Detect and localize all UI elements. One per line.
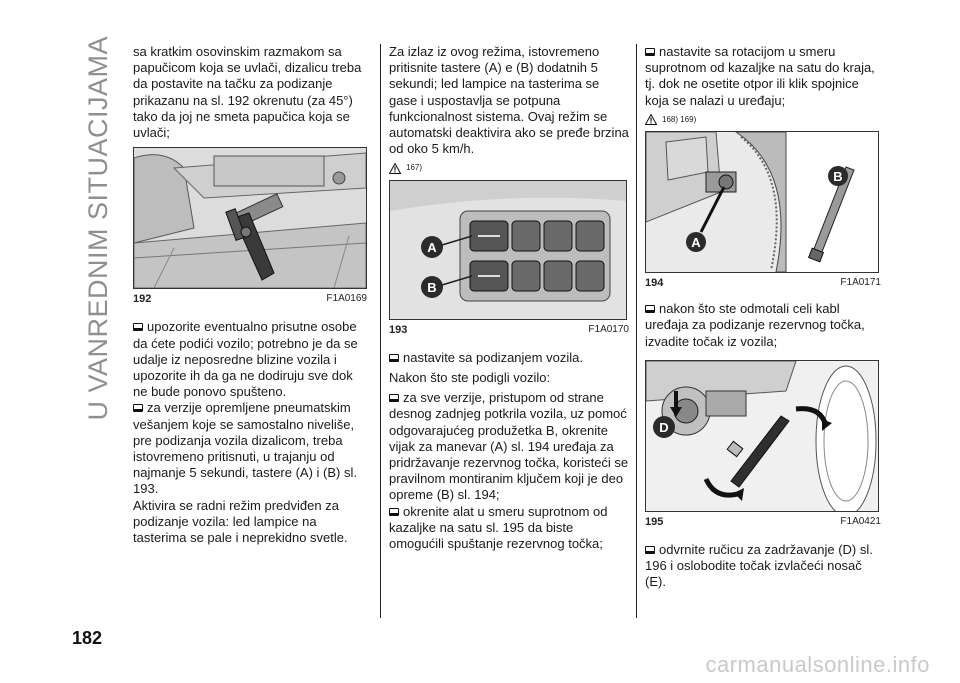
col1-intro-paragraph: sa kratkim osovinskim razmakom sa papučicom koja se uvlači, dizalicu treba da postavite na tačku za podizanje prikazanu na sl. 192 okrenutu (za 45°) tako da joj ne smeta papučica koja se uvlači; — [133, 44, 362, 141]
figure-194 — [645, 131, 879, 273]
figure-192 — [133, 147, 367, 289]
col1-bullet-2-text: za verzije opremljene pneumatskim vešanjem koje se samostalno niveliše, pre podizanja vozila dizalicom, treba istovremeno pritisnuti, u trajanju od najmanje 5 sekundi, tastere (A) i (B) sl. 193. — [133, 400, 357, 497]
figure-193 — [389, 180, 627, 320]
col1-bullet-2 — [133, 400, 367, 497]
figure-194-number: 194 — [645, 277, 664, 290]
section-side-title — [78, 36, 118, 421]
bullet-icon — [389, 354, 399, 362]
figure-194-code: F1A0171 — [840, 277, 881, 289]
figure-192-caption — [133, 291, 367, 307]
warning-reference-text: 167) — [406, 163, 423, 173]
col3-bullet-1-text: nastavite sa rotacijom u smeru suprotnom od kazaljke na satu do kraja, tj. dok ne osetite otpor ili klik spojnice koja se nalazi u uređaju; — [645, 44, 875, 108]
figure-195-code: F1A0421 — [840, 515, 881, 527]
warning-reference-167 — [389, 160, 629, 176]
figure-193-label-a: A — [427, 239, 437, 255]
warning-triangle-icon — [389, 163, 401, 174]
col3-bullet-1 — [645, 44, 881, 109]
figure-194-illustration — [646, 132, 878, 272]
figure-192-illustration — [134, 148, 366, 288]
figure-194-caption — [645, 275, 881, 291]
bullet-icon — [389, 508, 399, 516]
bullet-icon — [645, 305, 655, 313]
col2-bullet-3-text: okrenite alat u smeru suprotnom od kazaljke na satu sl. 195 da biste omogućili spuštanje rezervnog točka; — [389, 503, 608, 552]
figure-195-illustration — [646, 361, 878, 511]
page-number: 182 — [72, 628, 103, 648]
column-1 — [133, 44, 367, 546]
col1-bullet-1-text: upozorite eventualno prisutne osobe da ćete podići vozilo; potrebno je da se udalje iz neposredne blizine vozila i upozorite ih da ga ne dodiruju sve dok ne bude ponovo spušteno. — [133, 319, 358, 400]
column-2 — [389, 44, 629, 552]
site-watermark: carmanualsonline.info — [705, 652, 930, 677]
col2-paragraph-after-lift: Nakon što ste podigli vozilo: — [389, 370, 551, 386]
column-divider-2 — [636, 44, 637, 618]
figure-195-label-d: D — [659, 419, 669, 435]
col3-bullet-3 — [645, 542, 881, 591]
col2-intro-paragraph: Za izlaz iz ovog režima, istovremeno pritisnite tastere (A) e (B) dodatnih 5 sekundi; led lampice na tasterima se gase i uspostavlja se potpuna funkcionalnost sistema. Ovaj režim se automatski deaktivira ako se pređe brzina od oko 5 km/h. — [389, 44, 629, 157]
figure-192-number: 192 — [133, 293, 152, 306]
bullet-icon — [645, 48, 655, 56]
col3-bullet-2 — [645, 301, 881, 350]
figure-193-code: F1A0170 — [588, 323, 629, 335]
column-divider-1 — [380, 44, 381, 618]
bullet-icon — [133, 323, 143, 331]
figure-194-label-b: B — [833, 169, 843, 185]
warning-triangle-icon — [645, 114, 657, 125]
col3-bullet-2-text: nakon što ste odmotali celi kabl uređaja za podizanje rezervnog točka, izvadite točak iz vozila; — [645, 301, 865, 349]
figure-193-illustration — [390, 181, 626, 319]
warning-reference-text: 168) 169) — [662, 114, 697, 124]
col1-bullet-1 — [133, 319, 367, 400]
col3-bullet-3-text: odvrnite ručicu za zadržavanje (D) sl. 196 i oslobodite točak izvlačeći nosač (E). — [645, 542, 873, 590]
figure-195 — [645, 360, 879, 512]
figure-193-number: 193 — [389, 323, 408, 336]
figure-193-caption — [389, 322, 629, 338]
section-title-text: U VANREDNIM SITUACIJAMA — [82, 36, 113, 421]
bullet-icon — [389, 394, 399, 402]
col1-outro-paragraph: Aktivira se radni režim predviđen za podizanje vozila: led lampice na tasterima se pale i neprekidno svetle. — [133, 497, 348, 546]
warning-reference-168-169 — [645, 112, 881, 128]
col2-bullet-3 — [389, 504, 629, 553]
figure-195-number: 195 — [645, 515, 664, 528]
col2-bullet-1-text: nastavite sa podizanjem vozila. — [403, 349, 583, 365]
figure-194-label-a: A — [691, 235, 701, 251]
col2-bullet-1 — [389, 350, 629, 366]
figure-195-caption — [645, 514, 881, 530]
figure-192-code: F1A0169 — [326, 293, 367, 305]
figure-193-label-b: B — [427, 279, 437, 295]
bullet-icon — [133, 404, 143, 412]
col2-bullet-2 — [389, 390, 629, 503]
column-3 — [645, 44, 881, 591]
col2-bullet-2-text: za sve verzije, pristupom od strane desnog zadnjeg potkrila vozila, uz pomoć odgovarajućeg produžetka B, okrenite vijak za manevar (A) sl. 194 uređaja za pridržavanje rezervnog točka, koristeći se pravilnom montiranim ključem koji je deo opreme (B) sl. 194; — [389, 390, 629, 503]
bullet-icon — [645, 546, 655, 554]
